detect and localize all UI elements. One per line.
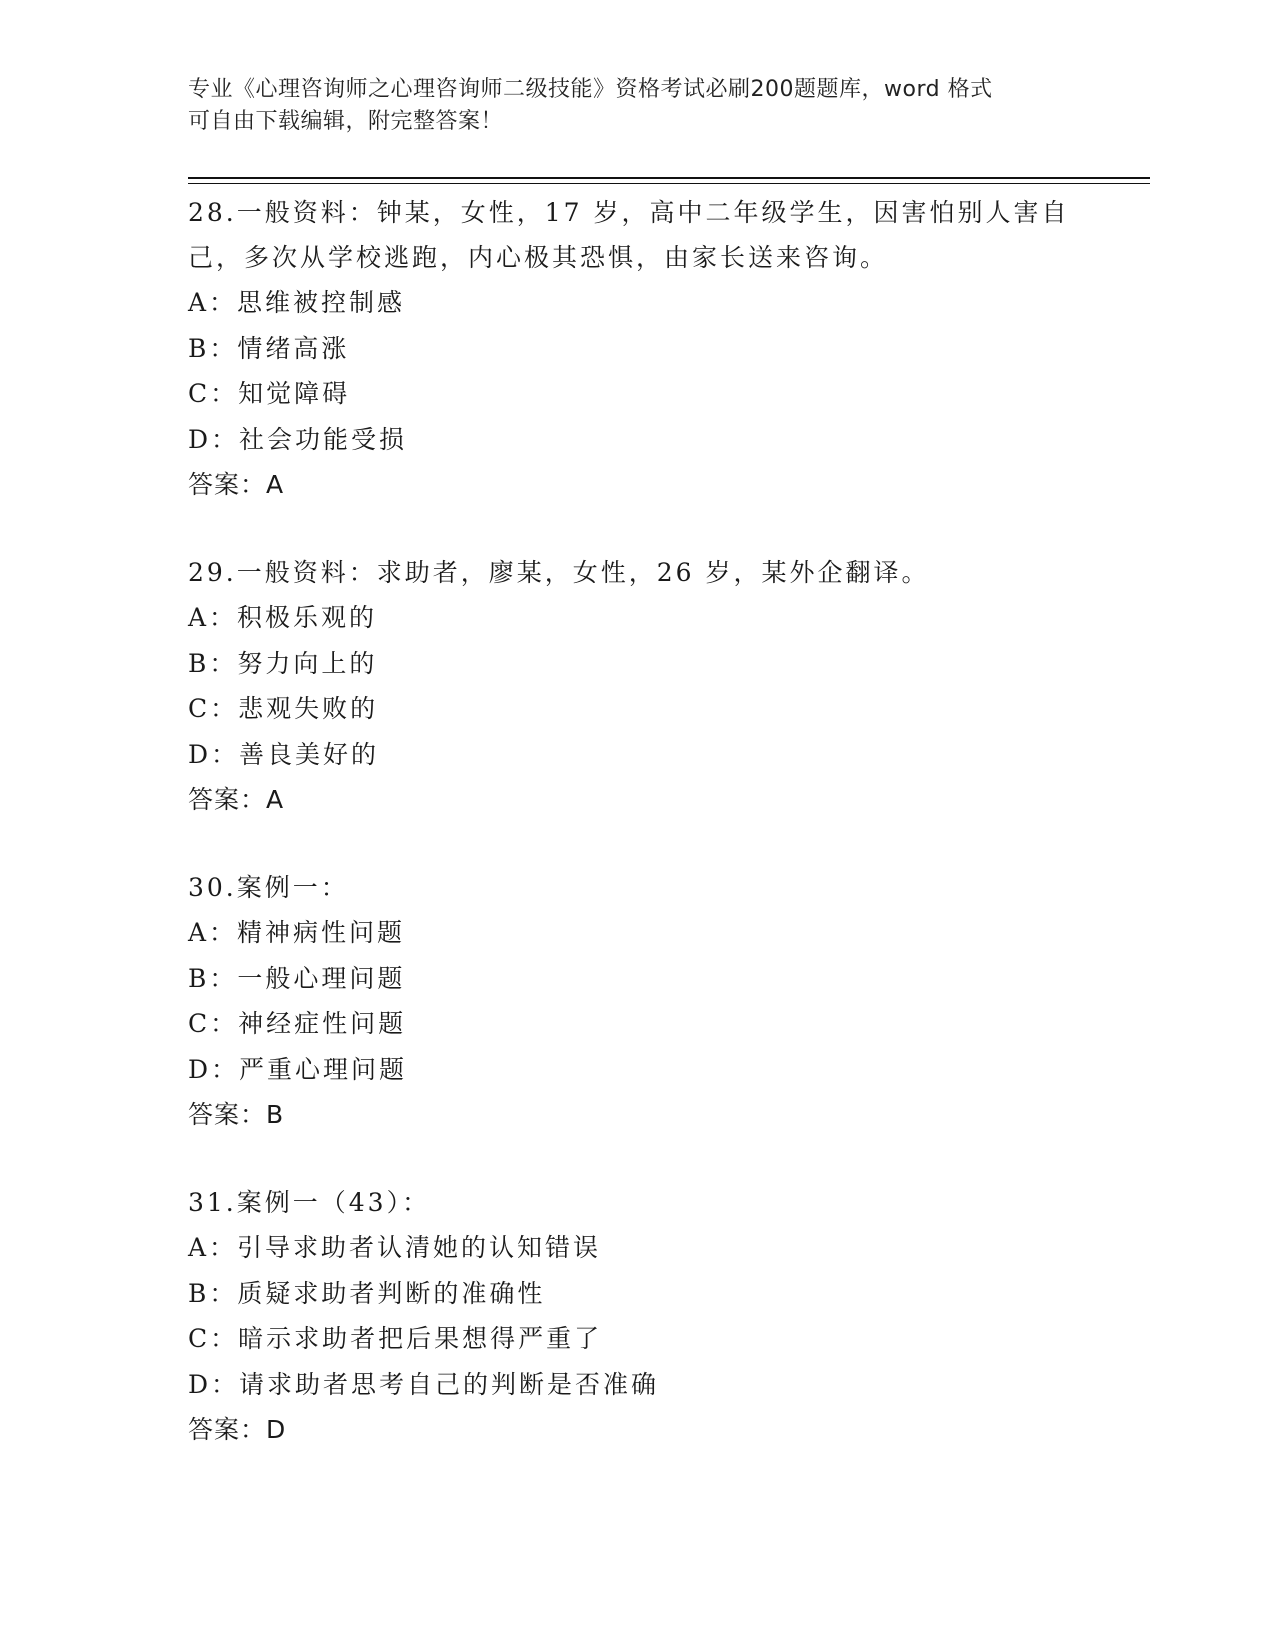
option-c: C：暗示求助者把后果想得严重了: [188, 1324, 603, 1353]
question-stem: 28.一般资料：钟某，女性，17 岁，高中二年级学生，因害怕别人害自: [188, 198, 1070, 227]
option-b: B：努力向上的: [188, 648, 378, 678]
question-stem-continued: 己，多次从学校逃跑，内心极其恐惧，由家长送来咨询。: [188, 243, 889, 272]
answer: 答案：D: [188, 1415, 287, 1444]
option-b: B：情绪高涨: [188, 333, 350, 363]
question-stem: 30.案例一：: [188, 873, 349, 902]
question-list: [188, 190, 1148, 1453]
question-stem: 31.案例一（43）：: [188, 1188, 431, 1217]
answer: 答案：B: [188, 1100, 285, 1129]
header-line-2: 可自由下载编辑，附完整答案！: [188, 109, 504, 134]
question-stem: 29.一般资料：求助者，廖某，女性，26 岁，某外企翻译。: [188, 558, 930, 587]
option-a: A：思维被控制感: [188, 288, 406, 317]
option-c: C：神经症性问题: [188, 1009, 407, 1038]
option-d: D：社会功能受损: [188, 424, 408, 454]
option-c: C：悲观失败的: [188, 694, 379, 723]
question-30: [188, 865, 1148, 1138]
option-c: C：知觉障碍: [188, 379, 351, 408]
question-28: [188, 190, 1148, 508]
header-rule-thick: [188, 177, 1150, 179]
header-rule-thin: [188, 183, 1150, 184]
option-d: D：善良美好的: [188, 739, 380, 769]
option-b: B：质疑求助者判断的准确性: [188, 1278, 546, 1308]
answer: 答案：A: [188, 470, 285, 499]
option-a: A：积极乐观的: [188, 603, 378, 632]
option-a: A：精神病性问题: [188, 918, 406, 947]
option-b: B：一般心理问题: [188, 963, 406, 993]
option-a: A：引导求助者认清她的认知错误: [188, 1233, 602, 1262]
document-header: [188, 74, 1068, 138]
option-d: D：严重心理问题: [188, 1054, 408, 1084]
question-31: [188, 1180, 1148, 1453]
header-line-1: 专业《心理咨询师之心理咨询师二级技能》资格考试必刷200题题库，word 格式: [188, 77, 993, 102]
option-d: D：请求助者思考自己的判断是否准确: [188, 1369, 660, 1399]
question-29: [188, 550, 1148, 823]
answer: 答案：A: [188, 785, 285, 814]
